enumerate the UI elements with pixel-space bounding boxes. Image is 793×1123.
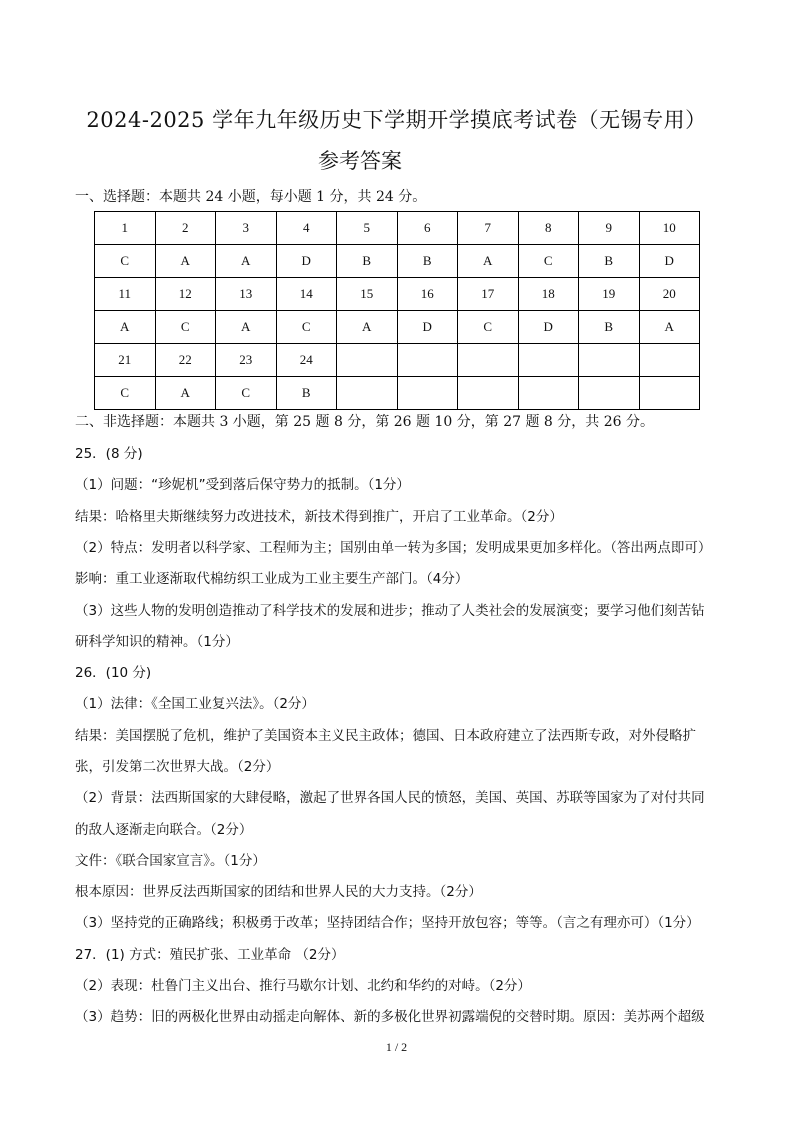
table-cell: D bbox=[397, 311, 458, 344]
answer-line: 张，引发第二次世界大战。（2分） bbox=[75, 759, 280, 775]
section1-heading: 一、选择题：本题共 24 小题，每小题 1 分，共 24 分。 bbox=[75, 189, 427, 205]
answer-line: （1）法律：《全国工业复兴法》。（2分） bbox=[75, 696, 315, 712]
answer-line: 27．(1) 方式：殖民扩张、工业革命 （2分） bbox=[75, 947, 345, 963]
page-number: 1 / 2 bbox=[385, 1040, 408, 1054]
table-cell: 7 bbox=[458, 212, 519, 245]
table-row bbox=[95, 278, 700, 311]
table-cell: A bbox=[155, 245, 216, 278]
answer-line: （2）背景：法西斯国家的大肆侵略，激起了世界各国人民的愤怒，美国、英国、苏联等国家为了对付共同 bbox=[75, 790, 705, 806]
answer-table bbox=[94, 211, 700, 410]
table-cell: A bbox=[155, 377, 216, 410]
answer-line: （3）坚持党的正确路线；积极勇于改革；坚持团结合作；坚持开放包容；等等。（言之有理亦可）（1分） bbox=[75, 915, 700, 931]
table-cell: B bbox=[337, 245, 398, 278]
answer-line: （3）这些人物的发明创造推动了科学技术的发展和进步；推动了人类社会的发展演变；要学习他们刻苦钻 bbox=[75, 603, 705, 619]
answer-line: 25．(8 分) bbox=[75, 446, 143, 462]
table-cell: 19 bbox=[579, 278, 640, 311]
table-cell bbox=[579, 377, 640, 410]
table-cell: B bbox=[276, 377, 337, 410]
answer-line: 26．(10 分) bbox=[75, 665, 152, 681]
table-cell: 13 bbox=[216, 278, 277, 311]
table-cell bbox=[518, 377, 579, 410]
table-cell: B bbox=[397, 245, 458, 278]
table-cell: A bbox=[216, 245, 277, 278]
answer-line: （3）趋势：旧的两极化世界由动摇走向解体、新的多极化世界初露端倪的交替时期。原因：美苏两个超级 bbox=[75, 1009, 705, 1025]
table-cell: A bbox=[216, 311, 277, 344]
table-cell: C bbox=[95, 245, 156, 278]
table-cell: 20 bbox=[639, 278, 700, 311]
table-cell: D bbox=[518, 311, 579, 344]
table-cell: 21 bbox=[95, 344, 156, 377]
table-cell: 2 bbox=[155, 212, 216, 245]
section2-heading: 二、非选择题：本题共 3 小题，第 25 题 8 分，第 26 题 10 分，第 27 题 8 分，共 26 分。 bbox=[75, 414, 654, 430]
table-cell bbox=[397, 344, 458, 377]
table-cell bbox=[639, 344, 700, 377]
table-cell: C bbox=[458, 311, 519, 344]
table-cell: C bbox=[216, 377, 277, 410]
table-cell: C bbox=[95, 377, 156, 410]
table-cell bbox=[397, 377, 458, 410]
table-cell: 10 bbox=[639, 212, 700, 245]
table-cell: 5 bbox=[337, 212, 398, 245]
table-cell: 9 bbox=[579, 212, 640, 245]
table-cell bbox=[639, 377, 700, 410]
table-cell: C bbox=[155, 311, 216, 344]
table-cell: 11 bbox=[95, 278, 156, 311]
table-row bbox=[95, 245, 700, 278]
table-cell: 15 bbox=[337, 278, 398, 311]
table-cell: B bbox=[579, 311, 640, 344]
table-row bbox=[95, 311, 700, 344]
table-cell: 8 bbox=[518, 212, 579, 245]
table-cell bbox=[337, 344, 398, 377]
answer-line: （2）特点：发明者以科学家、工程师为主；国别由单一转为多国；发明成果更加多样化。（答出两点即可） bbox=[75, 540, 712, 556]
answer-line: 研科学知识的精神。（1分） bbox=[75, 634, 239, 650]
table-cell: 22 bbox=[155, 344, 216, 377]
answer-line: （2）表现：杜鲁门主义出台、推行马歇尔计划、北约和华约的对峙。（2分） bbox=[75, 978, 531, 994]
table-cell: 18 bbox=[518, 278, 579, 311]
table-cell: C bbox=[276, 311, 337, 344]
table-row bbox=[95, 344, 700, 377]
table-cell bbox=[337, 377, 398, 410]
table-cell: A bbox=[458, 245, 519, 278]
table-cell: B bbox=[579, 245, 640, 278]
table-cell: 1 bbox=[95, 212, 156, 245]
table-cell: D bbox=[276, 245, 337, 278]
table-cell: A bbox=[337, 311, 398, 344]
table-cell bbox=[458, 344, 519, 377]
answer-line: 结果：美国摆脱了危机，维护了美国资本主义民主政体；德国、日本政府建立了法西斯专政，对外侵略扩 bbox=[75, 728, 696, 744]
table-cell: D bbox=[639, 245, 700, 278]
table-cell: 4 bbox=[276, 212, 337, 245]
table-cell: C bbox=[518, 245, 579, 278]
table-cell: 14 bbox=[276, 278, 337, 311]
table-cell bbox=[579, 344, 640, 377]
page-subtitle: 参考答案 bbox=[318, 149, 402, 173]
table-cell: A bbox=[95, 311, 156, 344]
page-title: 2024-2025 学年九年级历史下学期开学摸底考试卷（无锡专用） bbox=[86, 108, 707, 132]
table-row bbox=[95, 377, 700, 410]
table-row bbox=[95, 212, 700, 245]
table-cell: A bbox=[639, 311, 700, 344]
table-cell bbox=[518, 344, 579, 377]
answer-line: 的敌人逐渐走向联合。（2分） bbox=[75, 822, 253, 838]
answer-line: 影响：重工业逐渐取代棉纺织工业成为工业主要生产部门。（4分） bbox=[75, 571, 469, 587]
answer-line: （1）问题：“珍妮机”受到落后保守势力的抵制。（1分） bbox=[75, 477, 410, 493]
table-cell: 17 bbox=[458, 278, 519, 311]
table-cell: 12 bbox=[155, 278, 216, 311]
table-cell bbox=[458, 377, 519, 410]
answer-line: 结果：哈格里夫斯继续努力改进技术，新技术得到推广，开启了工业革命。（2分） bbox=[75, 509, 563, 525]
table-cell: 24 bbox=[276, 344, 337, 377]
table-cell: 6 bbox=[397, 212, 458, 245]
table-cell: 3 bbox=[216, 212, 277, 245]
answer-line: 根本原因：世界反法西斯国家的团结和世界人民的大力支持。（2分） bbox=[75, 884, 482, 900]
table-cell: 16 bbox=[397, 278, 458, 311]
table-cell: 23 bbox=[216, 344, 277, 377]
answer-line: 文件：《联合国家宣言》。（1分） bbox=[75, 853, 266, 869]
